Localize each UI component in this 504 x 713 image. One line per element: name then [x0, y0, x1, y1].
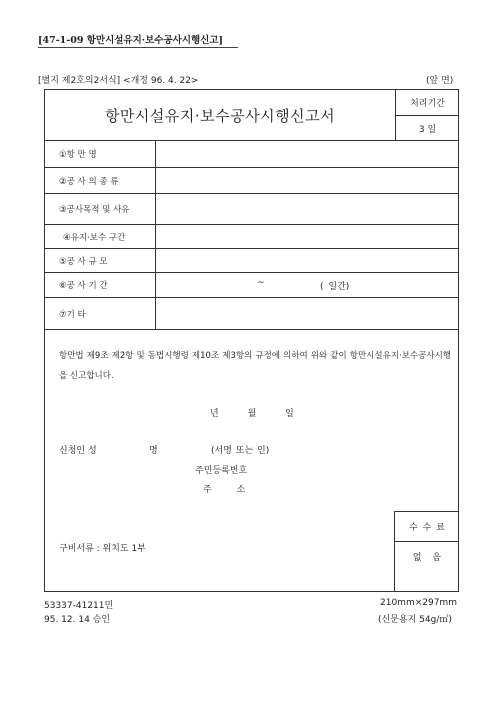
- signature-label: (서명 또는 인): [211, 446, 270, 456]
- attachments-note: 구비서류 : 위치도 1부: [59, 544, 146, 554]
- row-line: [45, 329, 459, 330]
- form-frame: [44, 89, 459, 592]
- fee-label: 수 수 료: [409, 523, 445, 533]
- field-label-period: ⑥공 사 기 간: [59, 281, 108, 291]
- form-reference: [별지 제2호의2서식] <개정 96. 4. 22>: [38, 76, 199, 86]
- applicant-name-label: 명: [149, 446, 158, 456]
- document-id: [47-1-09 항만시설유지·보수공사시행신고]: [38, 35, 224, 46]
- resident-number-label: 주민등록번호: [195, 466, 248, 476]
- field-label-scale: ⑤공 사 규 모: [59, 256, 108, 267]
- applicant-label: 신청인 성: [59, 446, 97, 456]
- approval-date: 95. 12. 14 승인: [44, 615, 111, 625]
- address-label: 주 소: [203, 485, 246, 495]
- page-side: (앞 면): [426, 76, 454, 86]
- date-line: 년 월 일: [210, 409, 294, 419]
- form-title: 항만시설유지·보수공사시행신고서: [104, 106, 336, 125]
- period-dash: ~: [257, 278, 265, 288]
- field-label-purpose: ③공사목적 및 사유: [59, 205, 130, 215]
- paper-spec: (신문용지 54g/㎡): [378, 615, 452, 625]
- paper-size: 210mm×297mm: [380, 598, 457, 608]
- period-days: ( 일간): [320, 282, 350, 292]
- declaration-text: 항만법 제9조 제2항 및 동법시행령 제10조 제3항의 규정에 의하여 위와 같이 항만시설유지·보수공사시행을 신고합니다.: [59, 351, 451, 381]
- label-column-divider: [155, 140, 156, 329]
- fee-value: 없 음: [412, 553, 442, 563]
- field-label-section: ④유지·보수 구간: [63, 232, 126, 243]
- field-label-port-name: ①항 만 명: [59, 150, 97, 160]
- processing-period-value: 3 일: [418, 124, 437, 135]
- processing-period-label: 처리기간: [410, 99, 445, 109]
- header-rule: [38, 47, 238, 48]
- field-label-other: ⑦기 타: [59, 309, 86, 320]
- field-label-work-type: ②공 사 의 종 류: [59, 176, 119, 187]
- form-number: 53337-41211민: [44, 601, 114, 611]
